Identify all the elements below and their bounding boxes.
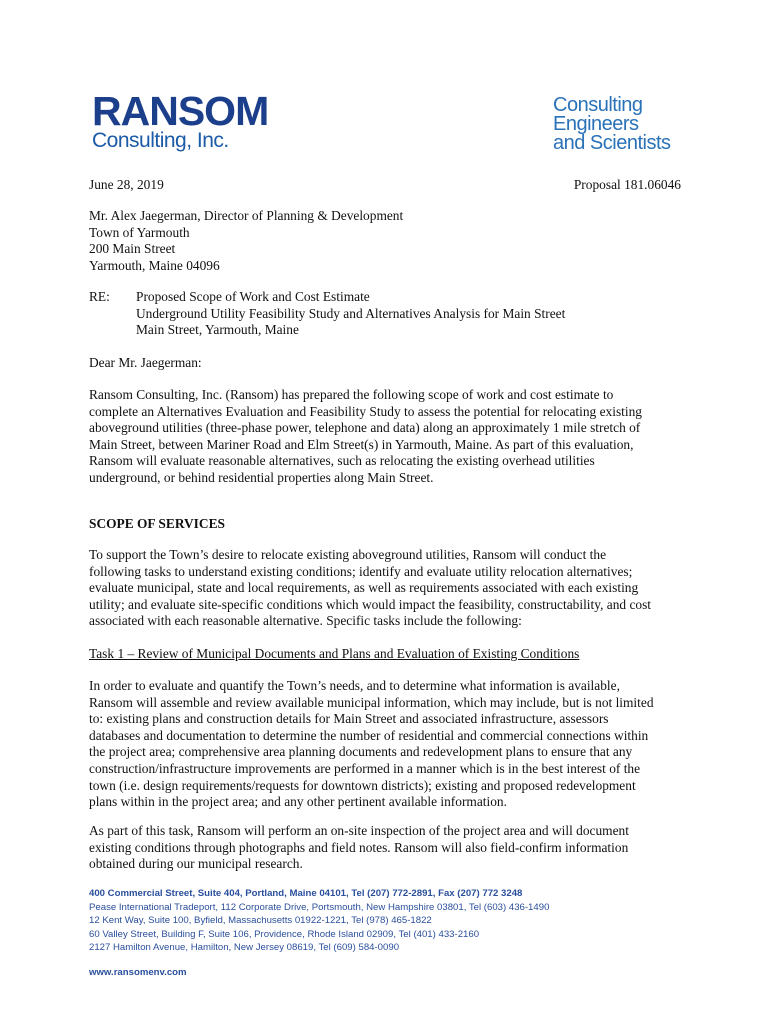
proposal-number: Proposal 181.06046 [573, 177, 681, 192]
text-line: Main Street, between Mariner Road and Elm Street(s) in Yarmouth, Maine. As part of this evaluation, [89, 436, 634, 452]
office-address: 2127 Hamilton Avenue, Hamilton, New Jersey 08619, Tel (609) 584-0090 [89, 942, 400, 954]
text-line: evaluate municipal, state and local requirements, as well as requirements associated with each existing [89, 580, 639, 596]
text-line: underground, or behind residential properties along Main Street. [89, 469, 434, 485]
text-line: following tasks to understand existing conditions; identify and evaluate utility relocation alternatives; [89, 563, 633, 579]
logo-subtitle: Consulting, Inc. [92, 129, 229, 152]
re-subject [136, 289, 565, 339]
intro-paragraph [89, 387, 689, 487]
text-line: As part of this task, Ransom will perform an on-site inspection of the project area and will document [89, 823, 629, 838]
address-line: Yarmouth, Maine 04096 [89, 257, 220, 273]
text-line: the project area; comprehensive area planning documents and redevelopment plans to ensure that any [89, 744, 633, 760]
address-line: 200 Main Street [89, 241, 176, 257]
text-line: town (i.e. design requirements/requests for downtown districts); existing and proposed redevelopment [89, 777, 636, 793]
office-address: Pease International Tradeport, 112 Corporate Drive, Portsmouth, New Hampshire 03801, Tel (603) 436-1490 [89, 901, 550, 913]
tagline-line: and Scientists [553, 132, 671, 154]
address-line: Town of Yarmouth [89, 224, 190, 240]
text-line: utility; and evaluate site-specific conditions which would impact the feasibility, constructability, and cost [89, 596, 652, 612]
inspection-paragraph [89, 823, 689, 873]
scope-heading: SCOPE OF SERVICES [89, 516, 225, 531]
text-line: In order to evaluate and quantify the Town’s needs, and to determine what information is available, [89, 678, 620, 693]
re-line: Proposed Scope of Work and Cost Estimate [136, 289, 370, 304]
salutation: Dear Mr. Jaegerman: [89, 355, 202, 370]
text-line: complete an Alternatives Evaluation and Feasibility Study to assess the potential for relocating existing [89, 403, 642, 419]
tagline-line: Engineers [553, 113, 639, 135]
ransom-logo [92, 88, 269, 153]
re-label: RE: [89, 289, 110, 304]
office-address: 60 Valley Street, Building F, Suite 106, Providence, Rhode Island 02909, Tel (401) 433-2160 [89, 928, 480, 940]
text-line: plans within in the project area; and any other pertinent available information. [89, 794, 507, 810]
tagline-line: Consulting [553, 94, 643, 116]
address-line: Mr. Alex Jaegerman, Director of Planning & Development [89, 208, 404, 223]
text-line: existing conditions through photographs and field notes. Ransom will also field-confirm information [89, 839, 629, 855]
task1-paragraph [89, 678, 689, 811]
scope-paragraph [89, 547, 689, 630]
task1-heading: Task 1 – Review of Municipal Documents and Plans and Evaluation of Existing Conditions [89, 646, 580, 661]
text-line: Ransom will assemble and review available municipal information, which may include, but is not limited [89, 694, 654, 710]
re-line: Main Street, Yarmouth, Maine [136, 322, 299, 338]
logo-wordmark: RANSOM [92, 88, 269, 134]
re-line: Underground Utility Feasibility Study and Alternatives Analysis for Main Street [136, 305, 566, 321]
text-line: construction/infrastructure improvements are performed in a manner which is in the best interest of the [89, 760, 641, 776]
text-line: To support the Town’s desire to relocate existing aboveground utilities, Ransom will conduct the [89, 547, 607, 562]
letterhead-tagline [553, 96, 671, 153]
text-line: obtained during our municipal research. [89, 856, 303, 872]
text-line: to: existing plans and construction details for Main Street and associated infrastructure, assessors [89, 711, 609, 727]
office-footer [89, 887, 549, 980]
office-address: 12 Kent Way, Suite 100, Byfield, Massachusetts 01922-1221, Tel (978) 465-1822 [89, 915, 432, 927]
text-line: Ransom Consulting, Inc. (Ransom) has prepared the following scope of work and cost estimate to [89, 387, 614, 402]
letter-date: June 28, 2019 [89, 177, 164, 192]
main-office-address: 400 Commercial Street, Suite 404, Portland, Maine 04101, Tel (207) 772-2891, Fax (207) 772 3248 [89, 888, 523, 899]
website-link[interactable]: www.ransomenv.com [89, 966, 187, 978]
text-line: databases and documentation to determine the number of residential and commercial connections within [89, 727, 649, 743]
text-line: aboveground utilities (three-phase power, telephone and data) along an approximately 1 mile stretch of [89, 420, 641, 436]
text-line: Ransom will evaluate reasonable alternatives, such as relocating the existing overhead utilities [89, 453, 595, 469]
text-line: associated with each reasonable alternative. Specific tasks include the following: [89, 613, 522, 629]
recipient-address [89, 208, 403, 274]
